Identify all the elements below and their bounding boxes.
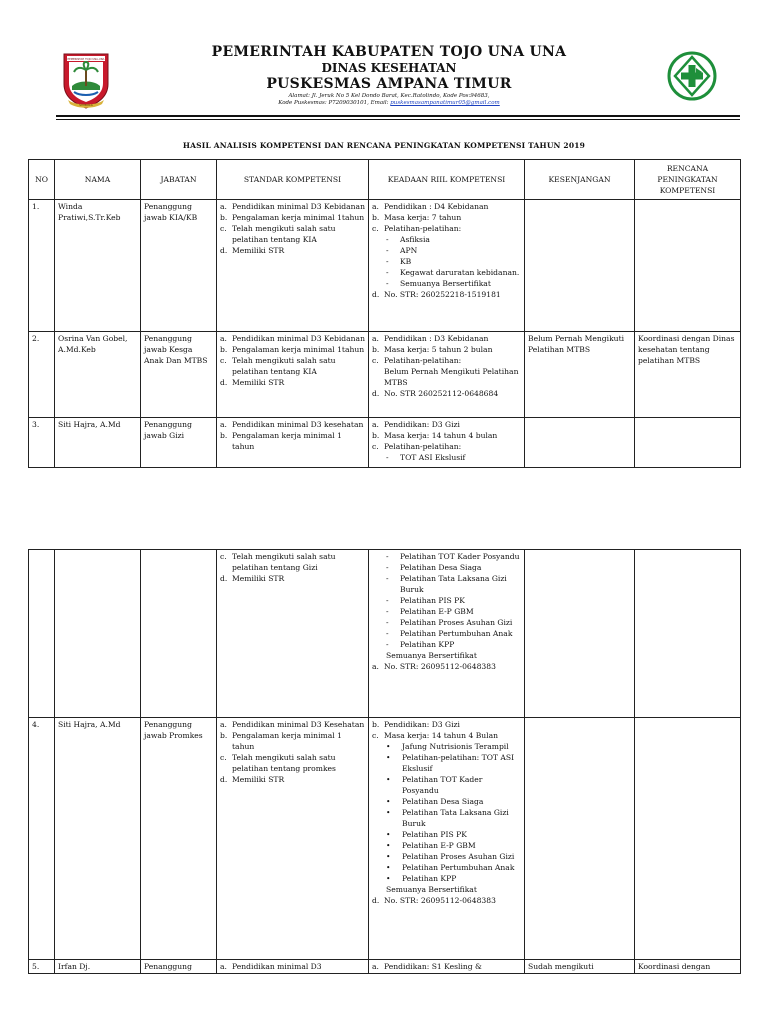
cell-nama: Siti Hajra, A.Md — [55, 418, 141, 468]
list-item: d. Memiliki STR — [220, 574, 285, 583]
list-item: d. Memiliki STR — [220, 775, 285, 784]
list-item: c. Telah mengikuti salah satu pelatihan tentang KIA — [220, 224, 336, 244]
list-item: a. Pendidikan minimal D3 — [220, 962, 322, 971]
cell-jabatan: Penanggung jawab Kesga Anak Dan MTBS — [141, 332, 217, 418]
col-jabatan: JABATAN — [141, 160, 217, 200]
list-item: b. Pengalaman kerja minimal 1 tahun — [220, 431, 342, 451]
col-standar: STANDAR KOMPETENSI — [217, 160, 369, 200]
cell-keadaan — [369, 200, 525, 332]
table-row — [29, 550, 741, 718]
cell-keadaan — [369, 960, 525, 974]
kabupaten-logo-icon — [60, 50, 112, 110]
cell-rencana: Koordinasi dengan — [635, 960, 741, 974]
list-item: • Pelatihan-pelatihan: TOT ASI Ekslusif — [386, 753, 515, 773]
list-item: b. Masa kerja: 7 tahun — [372, 213, 462, 222]
list-item: a. Pendidikan minimal D3 Kesehatan — [220, 720, 365, 729]
letterhead-puskesmas: PUSKESMAS AMPANA TIMUR — [266, 76, 512, 92]
competency-table-continued — [28, 549, 741, 974]
letterhead-rule-thin — [56, 119, 740, 120]
list-item: - Pelatihan TOT Kader Posyandu — [386, 552, 520, 561]
cell-no: 2. — [29, 332, 55, 418]
list-item: d. Memiliki STR — [220, 378, 285, 387]
cell-no — [29, 550, 55, 718]
list-item: • Pelatihan Proses Asuhan Gizi — [386, 852, 515, 861]
list-item: c. Telah mengikuti salah satu pelatihan tentang promkes — [220, 753, 336, 773]
table-row — [29, 718, 741, 960]
cell-jabatan: Penanggung — [141, 960, 217, 974]
cell-rencana — [635, 550, 741, 718]
cell-kesenjangan — [525, 718, 635, 960]
table-row — [29, 418, 741, 468]
list-item: a. Pendidikan minimal D3 Kebidanan — [220, 202, 365, 211]
list-item: b. Pengalaman kerja minimal 1tahun — [220, 213, 365, 222]
cell-standar — [217, 200, 369, 332]
table-row — [29, 200, 741, 332]
cell-no: 4. — [29, 718, 55, 960]
cell-kesenjangan: Sudah mengikuti — [525, 960, 635, 974]
cell-rencana — [635, 418, 741, 468]
cell-standar — [217, 418, 369, 468]
certificate-note: Semuanya Bersertifikat — [386, 885, 477, 894]
cell-rencana: Koordinasi dengan Dinas kesehatan tentang pelatihan MTBS — [635, 332, 741, 418]
letterhead-rule — [56, 115, 740, 117]
training-note: Belum Pernah Mengikuti Pelatihan MTBS — [384, 367, 519, 387]
list-item: - TOT ASI Ekslusif — [386, 453, 466, 462]
list-item: - Pelatihan Proses Asuhan Gizi — [386, 618, 513, 627]
col-kesenjangan: KESENJANGAN — [525, 160, 635, 200]
cell-no: 1. — [29, 200, 55, 332]
list-item: d. No. STR: 260252218-1519181 — [372, 290, 501, 299]
list-item: d. No. STR: 26095112-0648383 — [372, 896, 496, 905]
list-item: • Jafung Nutrisionis Terampil — [386, 742, 509, 751]
cell-nama: Winda Pratiwi,S.Tr.Keb — [55, 200, 141, 332]
list-item: b. Masa kerja: 14 tahun 4 bulan — [372, 431, 498, 440]
cell-kesenjangan: Belum Pernah Mengikuti Pelatihan MTBS — [525, 332, 635, 418]
list-item: • Pelatihan E-P GBM — [386, 841, 476, 850]
list-item: b. Pendidikan: D3 Gizi — [372, 720, 460, 729]
cell-no: 5. — [29, 960, 55, 974]
list-item: • Pelatihan Pertumbuhan Anak — [386, 863, 515, 872]
list-item: • Pelatihan KPP — [386, 874, 457, 883]
list-item: - Pelatihan PIS PK — [386, 596, 465, 605]
cell-standar — [217, 332, 369, 418]
cell-keadaan — [369, 332, 525, 418]
list-item: b. Pengalaman kerja minimal 1 tahun — [220, 731, 342, 751]
logo-motto: SIVIKOLA — [79, 103, 93, 107]
cell-jabatan — [141, 550, 217, 718]
cell-kesenjangan — [525, 418, 635, 468]
letterhead-text — [120, 44, 658, 107]
table-row — [29, 332, 741, 418]
document-title: HASIL ANALISIS KOMPETENSI DAN RENCANA PENINGKATAN KOMPETENSI TAHUN 2019 — [182, 141, 586, 150]
letterhead-contact — [120, 100, 658, 107]
list-item: - Pelatihan Tata Laksana Gizi Buruk — [386, 574, 507, 594]
list-item: - APN — [386, 246, 418, 255]
cell-kesenjangan — [525, 550, 635, 718]
list-item: c. Pelatihan-pelatihan: — [372, 442, 462, 451]
list-item: • Pelatihan TOT Kader Posyandu — [386, 775, 483, 795]
col-rencana: RENCANA PENINGKATAN KOMPETENSI — [635, 160, 741, 200]
list-item: • Pelatihan Desa Siaga — [386, 797, 484, 806]
cell-nama — [55, 550, 141, 718]
competency-table — [28, 159, 741, 468]
list-item: d. No. STR 260252112-0648684 — [372, 389, 499, 398]
list-item: - Semuanya Bersertifikat — [386, 279, 491, 288]
table-header-row — [29, 160, 741, 200]
col-keadaan: KEADAAN RIIL KOMPETENSI — [369, 160, 525, 200]
list-item: a. Pendidikan: S1 Kesling & — [372, 962, 482, 971]
col-no: NO — [29, 160, 55, 200]
table-row — [29, 960, 741, 974]
list-item: a. Pendidikan minimal D3 Kebidanan — [220, 334, 365, 343]
letterhead-government: PEMERINTAH KABUPATEN TOJO UNA UNA — [211, 44, 567, 60]
letterhead — [56, 44, 722, 116]
list-item: c. Masa kerja: 14 tahun 4 Bulan — [372, 731, 499, 740]
list-item: a. No. STR: 26095112-0648383 — [372, 662, 496, 671]
list-item: c. Pelatihan-pelatihan: — [372, 356, 462, 365]
cell-nama: Osrina Van Gobel, A.Md.Keb — [55, 332, 141, 418]
list-item: c. Pelatihan-pelatihan: — [372, 224, 462, 233]
list-item: d. Memiliki STR — [220, 246, 285, 255]
cell-standar — [217, 550, 369, 718]
list-item: - Kegawat daruratan kebidanan. — [386, 268, 520, 277]
cell-jabatan: Penanggung jawab Gizi — [141, 418, 217, 468]
certificate-note: Semuanya Bersertifikat — [386, 651, 477, 660]
cell-rencana — [635, 200, 741, 332]
list-item: - KB — [386, 257, 412, 266]
list-item: a. Pendidikan: D3 Gizi — [372, 420, 460, 429]
cell-standar — [217, 718, 369, 960]
list-item: a. Pendidikan : D4 Kebidanan — [372, 202, 489, 211]
cell-keadaan — [369, 718, 525, 960]
cell-jabatan: Penanggung jawab Promkes — [141, 718, 217, 960]
list-item: - Pelatihan E-P GBM — [386, 607, 474, 616]
cell-nama: Irfan Dj. — [55, 960, 141, 974]
col-nama: NAMA — [55, 160, 141, 200]
list-item: - Pelatihan Pertumbuhan Anak — [386, 629, 513, 638]
letterhead-address: Alamat: Jl. Jeruk No 5 Kel Dondo Barat, Kec.Ratolindo, Kode Pos:94683, — [288, 93, 490, 99]
cell-no: 3. — [29, 418, 55, 468]
list-item: - Pelatihan KPP — [386, 640, 455, 649]
list-item: - Pelatihan Desa Siaga — [386, 563, 482, 572]
puskesmas-logo-icon — [666, 50, 718, 102]
cell-jabatan: Penanggung jawab KIA/KB — [141, 200, 217, 332]
cell-keadaan — [369, 418, 525, 468]
cell-keadaan — [369, 550, 525, 718]
cell-standar — [217, 960, 369, 974]
list-item: a. Pendidikan : D3 Kebidanan — [372, 334, 489, 343]
list-item: b. Masa kerja: 5 tahun 2 bulan — [372, 345, 493, 354]
list-item: b. Pengalaman kerja minimal 1tahun — [220, 345, 365, 354]
cell-rencana — [635, 718, 741, 960]
list-item: c. Telah mengikuti salah satu pelatihan tentang KIA — [220, 356, 336, 376]
logo-caption: PEMERINTAH TOJO UNA-UNA — [67, 58, 105, 61]
letterhead-code: Kode Puskesmas: P7209030101, Email: — [278, 100, 391, 106]
cell-kesenjangan — [525, 200, 635, 332]
list-item: a. Pendidikan minimal D3 kesehatan — [220, 420, 364, 429]
list-item: • Pelatihan Tata Laksana Gizi Buruk — [386, 808, 509, 828]
cell-nama: Siti Hajra, A.Md — [55, 718, 141, 960]
list-item: • Pelatihan PIS PK — [386, 830, 467, 839]
email-link[interactable]: puskesmasampanatimur05@gmail.com — [390, 100, 500, 106]
letterhead-department: DINAS KESEHATAN — [321, 61, 457, 75]
list-item: c. Telah mengikuti salah satu pelatihan tentang Gizi — [220, 552, 336, 572]
list-item: - Asfiksia — [386, 235, 430, 244]
